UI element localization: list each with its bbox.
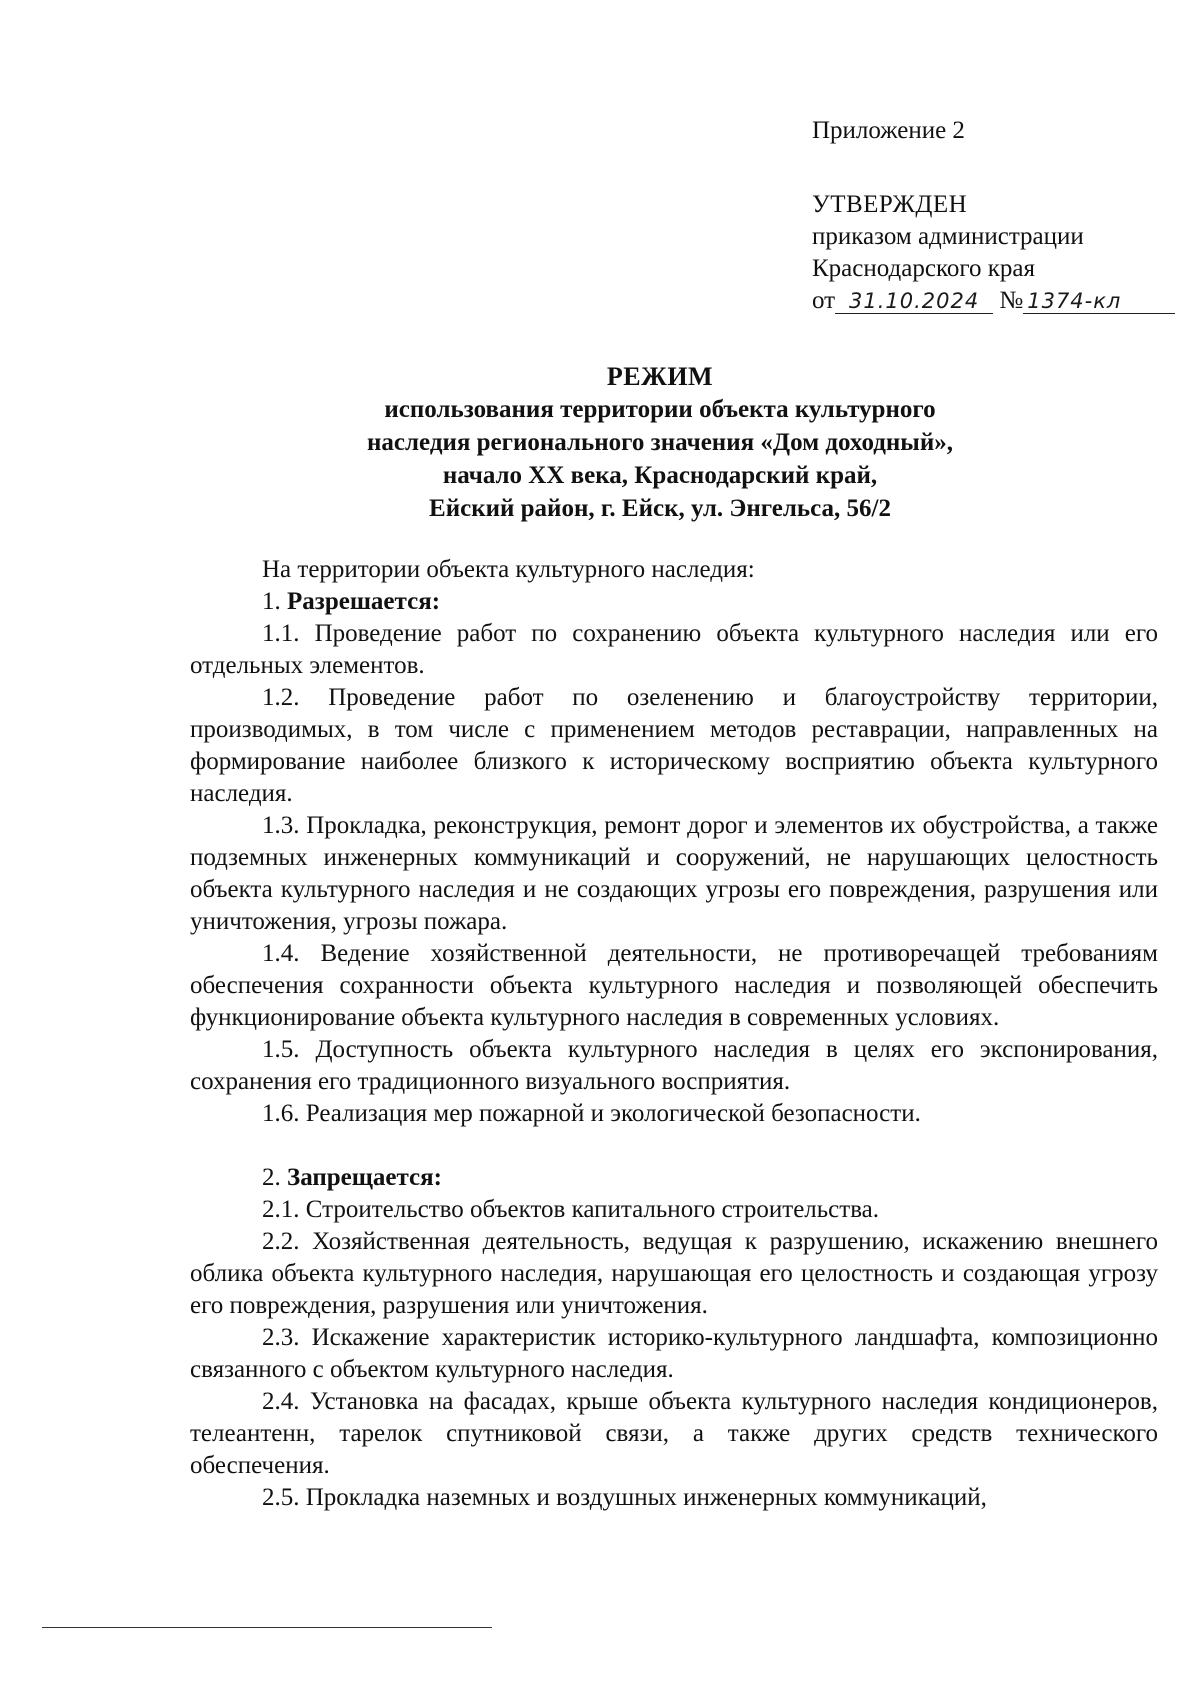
section-1-number: 1. — [262, 588, 281, 615]
intro-paragraph: На территории объекта культурного наследия: — [262, 556, 755, 583]
section-2-number: 2. — [262, 1164, 281, 1191]
date-prefix: от — [812, 287, 836, 314]
approved-by-line2: Краснодарского края — [812, 255, 1035, 282]
section-2-heading — [190, 1162, 1158, 1194]
footnote-divider — [42, 1627, 492, 1628]
handwritten-order-number: 1374-кл — [1023, 289, 1175, 314]
list-item-1-2: 1.2. Проведение работ по озеленению и благоустройству территории, производимых, в том числе с применением методов реставрации, направленных на формирование наиболее близкого к историческому восприятию объекта культурного наследия. — [190, 684, 1158, 807]
list-item-1-3: 1.3. Прокладка, реконструкция, ремонт дорог и элементов их обустройства, а также подземных инженерных коммуникаций и сооружений, не нарушающих целостность объекта культурного наследия и не создающих угрозы его повреждения, разрушения или уничтожения, угрозы пожара. — [190, 812, 1158, 935]
document-body — [190, 554, 1158, 1514]
list-item-2-2: 2.2. Хозяйственная деятельность, ведущая к разрушению, искажению внешнего облика объекта культурного наследия, нарушающая его целостность и создающая угрозу его повреждения, разрушения или уничтожения. — [190, 1228, 1158, 1319]
title-line-1: использования территории объекта культурного — [384, 396, 936, 423]
list-item-2-1: 2.1. Строительство объектов капитального строительства. — [262, 1196, 880, 1223]
approved-label: УТВЕРЖДЕН — [812, 191, 968, 218]
section-gap — [190, 1130, 1158, 1162]
list-item-1-5: 1.5. Доступность объекта культурного наследия в целях его экспонирования, сохранения его традиционного визуального восприятия. — [190, 1036, 1158, 1095]
section-2-title: Запрещается: — [287, 1164, 443, 1191]
title-line-2: наследия регионального значения «Дом доходный», — [367, 429, 953, 456]
list-item-2-4: 2.4. Установка на фасадах, крыше объекта культурного наследия кондиционеров, телеантенн, тарелок спутниковой связи, а также других средств технического обеспечения. — [190, 1388, 1158, 1479]
list-item-1-4: 1.4. Ведение хозяйственной деятельности, не противоречащей требованиям обеспечения сохранности объекта культурного наследия и позволяющей обеспечить функционирование объекта культурного наследия в современных условиях. — [190, 940, 1158, 1031]
section-1-title: Разрешается: — [287, 588, 441, 615]
document-title — [220, 360, 1100, 525]
list-item-1-6: 1.6. Реализация мер пожарной и экологической безопасности. — [262, 1100, 921, 1127]
appendix-label: Приложение 2 — [812, 117, 965, 144]
title-line-4: Ейский район, г. Ейск, ул. Энгельса, 56/2 — [429, 495, 891, 522]
order-date-number-line — [812, 285, 1192, 317]
title-line-3: начало XX века, Краснодарский край, — [442, 462, 878, 489]
list-item-2-5: 2.5. Прокладка наземных и воздушных инженерных коммуникаций, — [262, 1484, 987, 1511]
approval-block — [812, 115, 1192, 317]
title-main: РЕЖИМ — [606, 362, 714, 391]
list-item-1-1: 1.1. Проведение работ по сохранению объекта культурного наследия или его отдельных элементов. — [190, 620, 1158, 679]
handwritten-date: 31.10.2024 — [835, 289, 993, 314]
section-1-heading — [190, 586, 1158, 618]
number-prefix: № — [999, 287, 1024, 314]
approved-by-line1: приказом администрации — [812, 223, 1084, 250]
list-item-2-3: 2.3. Искажение характеристик историко-культурного ландшафта, композиционно связанного с объектом культурного наследия. — [190, 1324, 1158, 1383]
